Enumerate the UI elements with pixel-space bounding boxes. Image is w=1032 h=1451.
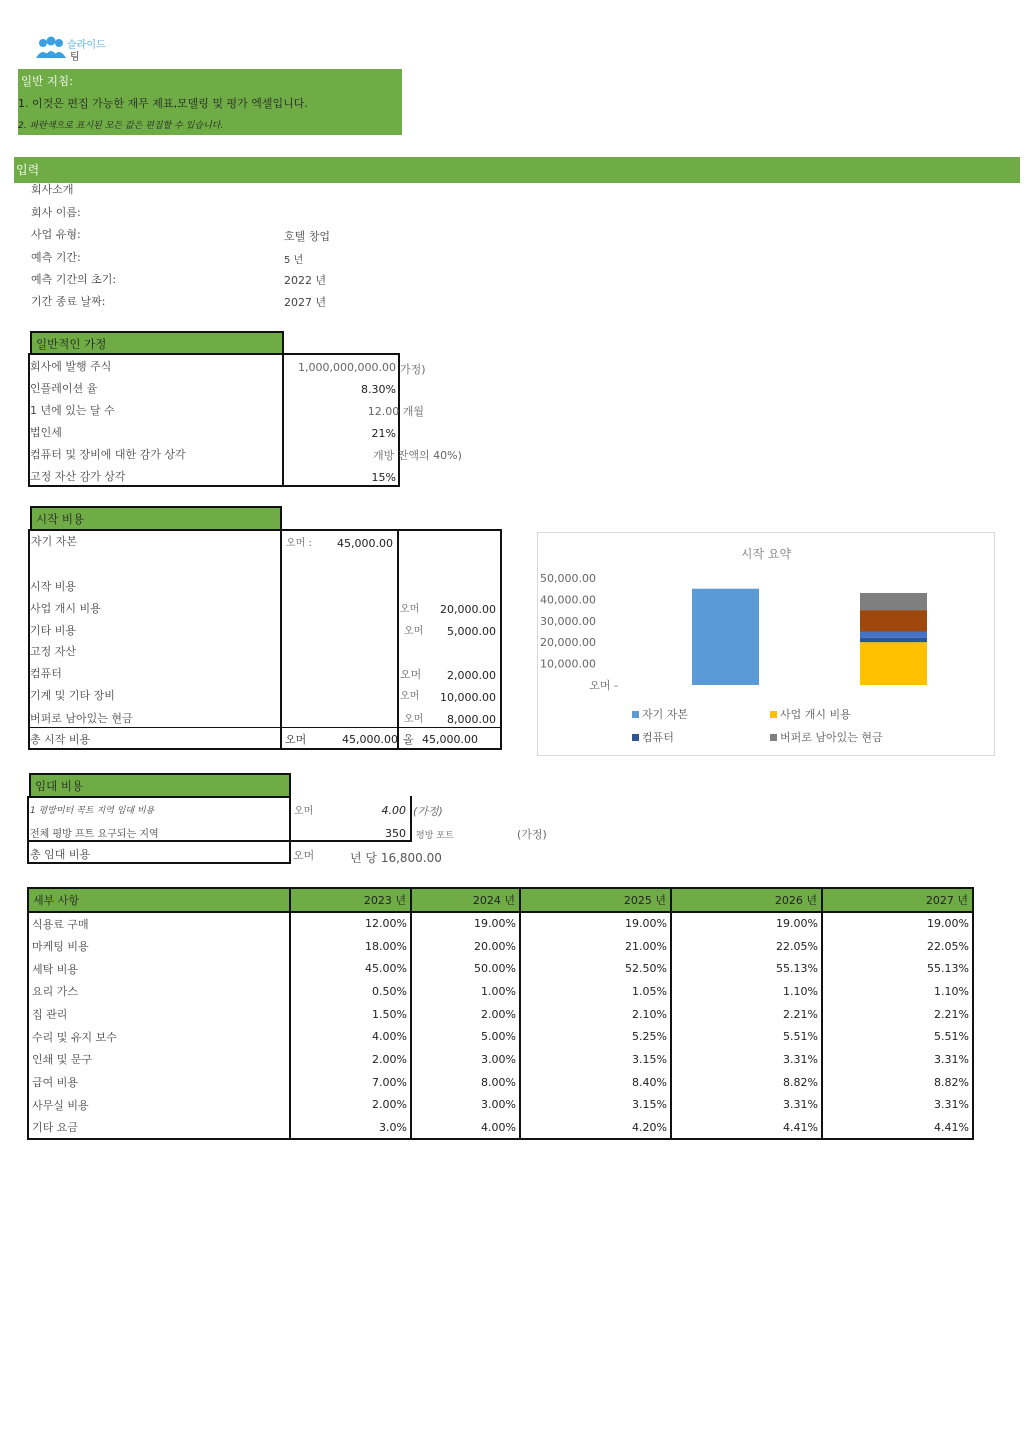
total-startup-currency: 오머 <box>285 733 307 746</box>
details-header-row <box>28 888 973 912</box>
legend-business-start <box>770 706 851 722</box>
row-label: 요리 가스 <box>28 980 290 1003</box>
rent-costs-header <box>29 773 291 797</box>
y-tick-label: 40,000.00 <box>540 593 596 607</box>
table-row <box>28 912 973 935</box>
table-cell[interactable]: 2.00% <box>290 1048 411 1071</box>
table-row <box>28 935 973 958</box>
period-end-value[interactable]: 2027 년 <box>284 296 327 309</box>
details-title: 세부 사항 <box>28 888 290 912</box>
legend-computer-label: 컴퓨터 <box>642 731 674 744</box>
computer-label: 컴퓨터 <box>30 667 62 680</box>
table-cell[interactable]: 3.31% <box>671 1048 822 1071</box>
legend-computer-swatch <box>632 734 639 741</box>
area-required-label: 전체 평방 프트 요구되는 지역 <box>30 829 159 840</box>
machinery-currency: 오머 <box>400 691 420 702</box>
table-cell[interactable]: 2.21% <box>671 1003 822 1026</box>
fixed-asset-depreciation-label: 고정 자산 감가 상각 <box>30 470 126 483</box>
y-tick-label: 오머 - <box>589 679 618 692</box>
row-label: 기타 요금 <box>28 1116 290 1139</box>
table-cell[interactable]: 3.15% <box>520 1094 671 1117</box>
rent-per-sqm-label: 1 평방미터 꼭트 지역 임대 비용 <box>30 806 155 816</box>
buffer-cash-value[interactable]: 8,000.00 <box>447 713 496 726</box>
table-cell[interactable]: 1.10% <box>671 980 822 1003</box>
table-cell[interactable]: 52.50% <box>520 957 671 980</box>
depreciation-equipment-value[interactable]: 개방 잔액의 40%) <box>373 449 462 462</box>
startup-costs-header <box>30 506 282 530</box>
table-cell[interactable]: 1.00% <box>411 980 520 1003</box>
year-2024-header: 2024 년 <box>411 888 520 912</box>
input-banner <box>14 157 1020 183</box>
y-tick-label: 20,000.00 <box>540 636 596 650</box>
year-2025-header: 2025 년 <box>520 888 671 912</box>
other-costs-label: 기타 비용 <box>30 624 77 637</box>
forecast-period-value[interactable]: 5 년 <box>284 255 304 266</box>
row-label: 세탁 비용 <box>28 957 290 980</box>
y-tick-label: 10,000.00 <box>540 657 596 671</box>
table-cell[interactable]: 19.00% <box>822 912 973 935</box>
forecast-start-label: 예측 기간의 초기: <box>31 273 117 286</box>
shares-value[interactable]: 1,000,000,000.00 <box>298 361 396 374</box>
guide-line2: 2. 파란색으로 표시된 모든 값은 편집할 수 있습니다. <box>18 121 224 131</box>
table-cell[interactable]: 5.51% <box>822 1025 973 1048</box>
table-cell[interactable]: 3.00% <box>411 1094 520 1117</box>
legend-equity <box>632 706 688 722</box>
fixed-assets-label: 고정 자산 <box>30 645 77 658</box>
business-start-currency: 오머 <box>400 604 420 615</box>
table-cell[interactable]: 2.00% <box>290 1094 411 1117</box>
table-cell[interactable]: 4.00% <box>411 1116 520 1139</box>
total-rent-currency: 오머 <box>293 849 315 862</box>
bar-segment <box>860 593 927 610</box>
equity-currency: 오머 : <box>286 538 312 549</box>
forecast-period-label: 예측 기간: <box>31 251 81 264</box>
table-cell[interactable]: 3.31% <box>822 1048 973 1071</box>
rent-costs-title: 임대 비용 <box>35 779 84 793</box>
bar-segment <box>860 638 927 642</box>
table-cell[interactable]: 2.00% <box>411 1003 520 1026</box>
other-costs-value[interactable]: 5,000.00 <box>447 625 496 638</box>
period-end-label: 기간 종료 날짜: <box>31 295 106 308</box>
legend-buffer-cash-swatch <box>770 734 777 741</box>
table-cell[interactable]: 4.00% <box>290 1025 411 1048</box>
table-cell[interactable]: 55.13% <box>822 957 973 980</box>
table-cell[interactable]: 2.21% <box>822 1003 973 1026</box>
year-2026-header: 2026 년 <box>671 888 822 912</box>
row-label: 집 관리 <box>28 1003 290 1026</box>
company-name-label: 회사 이름: <box>31 206 81 219</box>
table-cell[interactable]: 45.00% <box>290 957 411 980</box>
table-cell[interactable]: 3.31% <box>671 1094 822 1117</box>
startup-summary-chart <box>537 532 995 756</box>
equity-label: 자기 자본 <box>31 535 78 548</box>
rent-per-sqm-value[interactable]: 4.00 <box>381 804 406 817</box>
year-2023-header: 2023 년 <box>290 888 411 912</box>
business-start-value[interactable]: 20,000.00 <box>440 603 496 616</box>
table-cell[interactable]: 2.10% <box>520 1003 671 1026</box>
inflation-value[interactable]: 8.30% <box>361 383 396 396</box>
shares-label: 회사에 발행 주식 <box>30 360 112 373</box>
table-row <box>28 957 973 980</box>
table-cell[interactable]: 55.13% <box>671 957 822 980</box>
logo-line1: 슬라이드 <box>67 40 106 51</box>
y-tick-label: 50,000.00 <box>540 572 596 585</box>
guide-title: 일반 지침: <box>21 74 73 88</box>
legend-equity-label: 자기 자본 <box>642 708 689 721</box>
table-cell[interactable]: 19.00% <box>411 912 520 935</box>
other-costs-currency: 오머 <box>404 626 424 637</box>
table-cell[interactable]: 7.00% <box>290 1071 411 1094</box>
table-cell[interactable]: 3.0% <box>290 1116 411 1139</box>
row-label: 마케팅 비용 <box>28 935 290 958</box>
equity-value[interactable]: 45,000.00 <box>337 537 393 550</box>
table-cell[interactable]: 4.20% <box>520 1116 671 1139</box>
table-row <box>28 1003 973 1026</box>
table-cell[interactable]: 21.00% <box>520 935 671 958</box>
machinery-value[interactable]: 10,000.00 <box>440 691 496 704</box>
table-row <box>28 1071 973 1094</box>
total-startup-value: 45,000.00 <box>342 733 398 746</box>
startup-costs-title: 시작 비용 <box>36 512 85 526</box>
computer-value[interactable]: 2,000.00 <box>447 669 496 682</box>
total-startup-currency2: 올 <box>403 733 414 746</box>
shares-note: 가정) <box>400 363 426 376</box>
logo <box>34 36 124 62</box>
y-tick-label: 30,000.00 <box>540 614 596 628</box>
table-cell[interactable]: 20.00% <box>411 935 520 958</box>
table-cell[interactable]: 22.05% <box>822 935 973 958</box>
legend-buffer-cash-label: 버퍼로 남아있는 현금 <box>780 731 883 744</box>
team-icon <box>34 36 68 60</box>
table-cell[interactable]: 5.51% <box>671 1025 822 1048</box>
year-2027-header: 2027 년 <box>822 888 973 912</box>
table-cell[interactable]: 19.00% <box>520 912 671 935</box>
table-cell[interactable]: 0.50% <box>290 980 411 1003</box>
chart-plot <box>538 533 996 757</box>
forecast-start-value[interactable]: 2022 년 <box>284 274 327 287</box>
buffer-cash-label: 버퍼로 남아있는 현금 <box>30 712 133 725</box>
table-cell[interactable]: 3.00% <box>411 1048 520 1071</box>
bar-segment <box>860 610 927 631</box>
row-label: 급여 비용 <box>28 1071 290 1094</box>
table-cell[interactable]: 4.41% <box>671 1116 822 1139</box>
total-startup-value2: 45,000.00 <box>422 733 478 746</box>
rent-per-sqm-currency: 오머 <box>294 806 314 817</box>
fixed-asset-depreciation-value[interactable]: 15% <box>371 471 396 484</box>
table-cell[interactable]: 22.05% <box>671 935 822 958</box>
table-cell[interactable]: 8.00% <box>411 1071 520 1094</box>
table-row <box>28 1116 973 1139</box>
area-required-note: (가정) <box>517 828 547 841</box>
months-label: 1 년에 있는 달 수 <box>30 404 115 417</box>
computer-currency: 오머 <box>400 668 422 681</box>
general-assumptions-title: 일반적인 가정 <box>36 337 107 351</box>
table-cell[interactable]: 1.50% <box>290 1003 411 1026</box>
legend-computer <box>632 729 674 745</box>
depreciation-equipment-label: 컴퓨터 및 장비에 대한 감가 상각 <box>30 448 186 461</box>
legend-business-start-label: 사업 개시 비용 <box>780 708 851 721</box>
table-cell[interactable]: 1.05% <box>520 980 671 1003</box>
logo-line2: 팀 <box>70 52 80 63</box>
bar-segment <box>860 642 927 685</box>
table-cell[interactable]: 50.00% <box>411 957 520 980</box>
tax-value[interactable]: 21% <box>371 427 396 440</box>
table-cell[interactable]: 8.40% <box>520 1071 671 1094</box>
row-label: 사무실 비용 <box>28 1094 290 1117</box>
rent-per-sqm-note: (가정) <box>413 805 443 818</box>
guide-banner <box>18 69 402 135</box>
row-label: 식용료 구매 <box>28 912 290 935</box>
input-title: 입력 <box>16 163 40 177</box>
table-row <box>28 1094 973 1117</box>
table-cell[interactable]: 5.25% <box>520 1025 671 1048</box>
legend-business-start-swatch <box>770 711 777 718</box>
area-required-unit: 평방 포트 <box>416 831 454 841</box>
table-cell[interactable]: 4.41% <box>822 1116 973 1139</box>
table-cell[interactable]: 19.00% <box>671 912 822 935</box>
months-value[interactable]: 12.00 개월 <box>367 405 424 418</box>
buffer-cash-currency: 오머 <box>404 714 424 725</box>
table-cell[interactable]: 3.15% <box>520 1048 671 1071</box>
company-intro: 회사소개 <box>31 183 74 196</box>
chart-title: 시작 요약 <box>740 547 792 561</box>
area-required-value[interactable]: 350 <box>385 827 406 840</box>
machinery-label: 기계 및 기타 장비 <box>30 689 115 702</box>
table-cell[interactable]: 8.82% <box>671 1071 822 1094</box>
guide-line1: 1. 이것은 편집 가능한 재무 제표,모델링 및 평가 엑셀입니다. <box>18 97 308 110</box>
business-start-label: 사업 개시 비용 <box>30 602 101 615</box>
table-cell[interactable]: 18.00% <box>290 935 411 958</box>
row-label: 수리 및 유지 보수 <box>28 1025 290 1048</box>
total-rent-label: 총 임대 비용 <box>30 848 91 861</box>
total-startup-label: 총 시작 비용 <box>30 733 91 746</box>
row-label: 인쇄 및 문구 <box>28 1048 290 1071</box>
table-cell[interactable]: 12.00% <box>290 912 411 935</box>
legend-equity-swatch <box>632 711 639 718</box>
legend-buffer-cash <box>770 729 883 745</box>
table-cell[interactable]: 5.00% <box>411 1025 520 1048</box>
table-row <box>28 1048 973 1071</box>
general-assumptions-header <box>30 331 284 355</box>
business-type-value[interactable]: 호텔 창업 <box>284 230 331 243</box>
startup-costs-label: 시작 비용 <box>30 580 77 593</box>
bar-segment <box>860 632 927 638</box>
table-cell[interactable]: 8.82% <box>822 1071 973 1094</box>
details-table <box>27 887 974 1140</box>
inflation-label: 인플레이션 율 <box>30 382 98 395</box>
table-row <box>28 1025 973 1048</box>
total-rent-value: 년 당 16,800.00 <box>350 851 442 865</box>
bar-segment <box>692 589 759 685</box>
table-cell[interactable]: 3.31% <box>822 1094 973 1117</box>
table-row <box>28 980 973 1003</box>
table-cell[interactable]: 1.10% <box>822 980 973 1003</box>
business-type-label: 사업 유형: <box>31 228 81 241</box>
tax-label: 법인세 <box>30 426 62 439</box>
